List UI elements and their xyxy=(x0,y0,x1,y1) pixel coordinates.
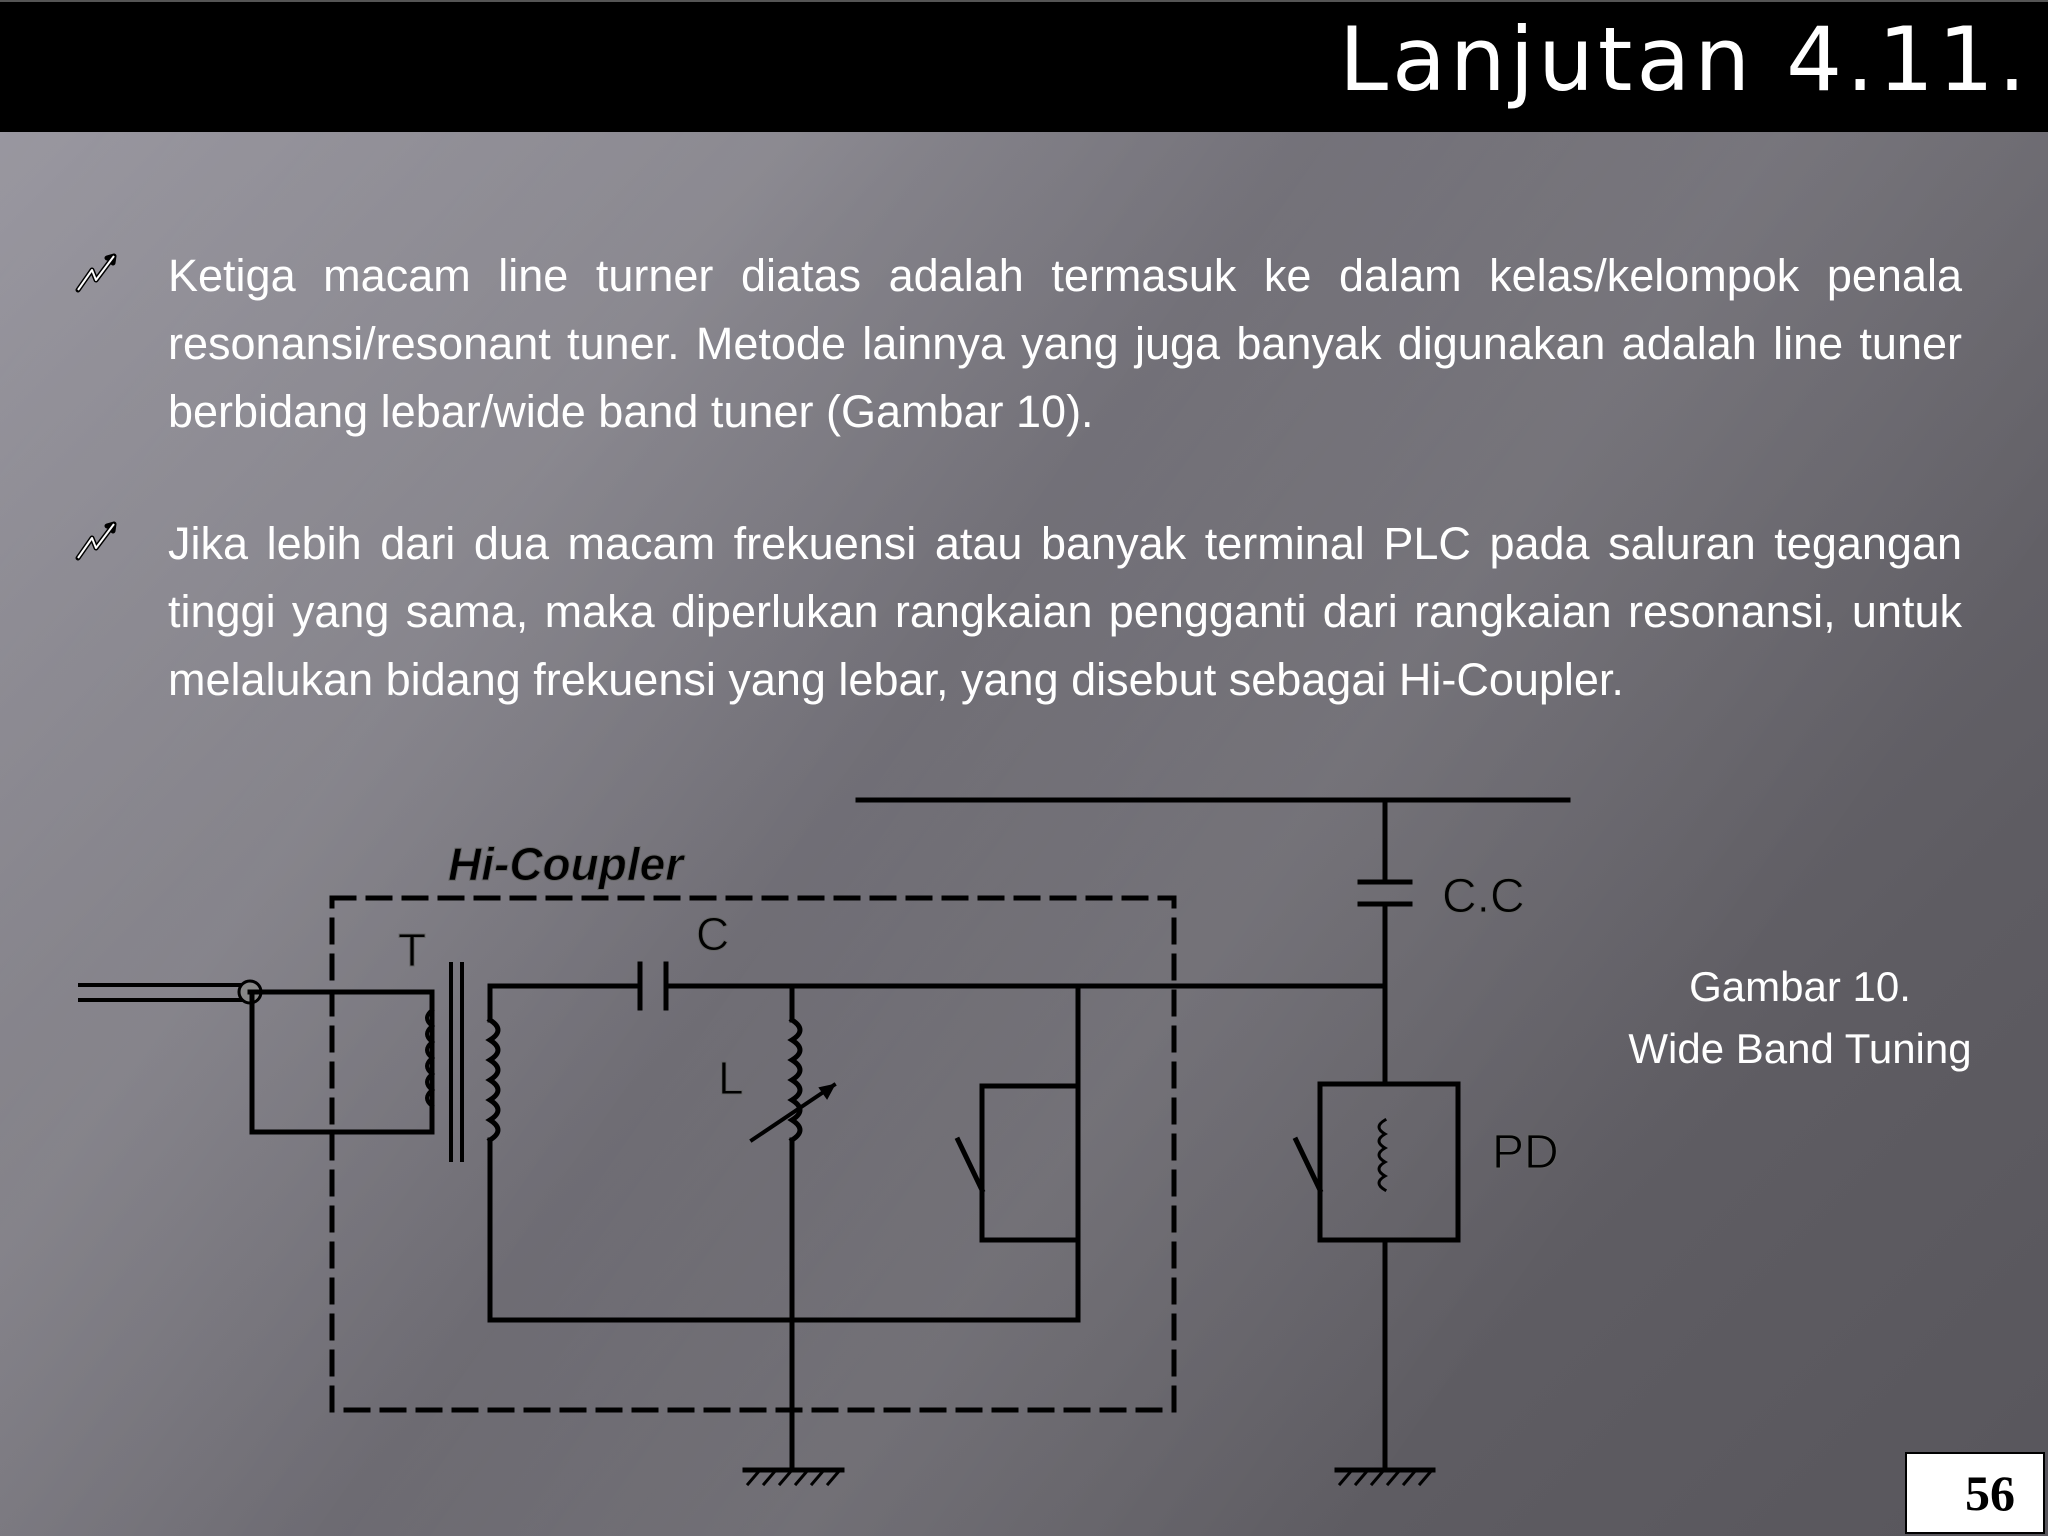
diagram-label-l: L xyxy=(718,1052,744,1104)
arrow-bullet-icon xyxy=(74,518,120,564)
diagram-label-cc: C.C xyxy=(1442,870,1525,923)
hi-coupler-boundary xyxy=(332,898,1174,1410)
caption-title: Wide Band Tuning xyxy=(1628,1025,1972,1072)
arrow-bullet-icon xyxy=(74,250,120,296)
slide-content xyxy=(70,242,1962,778)
page-number: 56 xyxy=(1905,1452,2045,1534)
diagram-label-t: T xyxy=(398,924,427,976)
caption-number: Gambar 10. xyxy=(1689,963,1911,1010)
bullet-item-1 xyxy=(70,242,1962,446)
bullet-text: Ketiga macam line turner diatas adalah termasuk ke dalam kelas/kelompok penala resonansi/resonant tuner. Metode lainnya yang juga banyak digunakan adalah line tuner berbidang lebar/wide band tuner (Gambar 10). xyxy=(168,250,1962,437)
diagram-label-pd: PD xyxy=(1492,1126,1559,1179)
bullet-item-2 xyxy=(70,510,1962,714)
slide-title: Lanjutan 4.11. xyxy=(1338,8,2030,111)
slide-header xyxy=(0,0,2048,132)
bullet-text: Jika lebih dari dua macam frekuensi atau banyak terminal PLC pada saluran tegangan tinggi yang sama, maka diperlukan rangkaian pengganti dari rangkaian resonansi, untuk melalukan bidang frekuensi yang lebar, yang disebut sebagai Hi-Coupler. xyxy=(168,518,1962,705)
diagram-label-hi-coupler: Hi-Coupler xyxy=(448,838,684,890)
diagram-label-c: C xyxy=(696,908,730,960)
hi-coupler-circuit-diagram xyxy=(0,780,1620,1500)
figure-caption xyxy=(1580,956,2020,1080)
